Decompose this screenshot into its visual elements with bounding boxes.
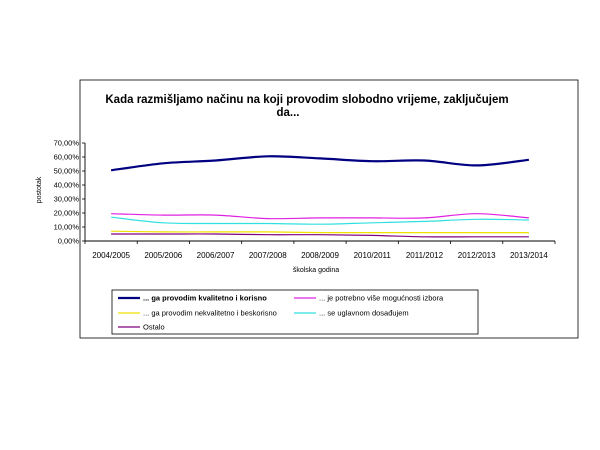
legend-label: ... ga provodim kvalitetno i korisno [143,293,267,303]
x-tick-label: 2007/2008 [248,251,287,260]
chart-title-line1: Kada razmišljamo načinu na koji provodim slobodno vrijeme, zaključujem [105,94,509,106]
x-tick-label: 2012/2013 [457,251,496,260]
y-axis-label: postotak [36,176,43,204]
x-axis-label: školska godina [292,267,340,274]
x-tick-label: 2004/2005 [92,251,131,260]
y-tick-label: 70,00% [53,138,79,148]
x-tick-label: 2013/2014 [509,251,548,260]
legend-label: ... je potrebno više mogućnosti izbora [319,293,444,303]
y-tick-label: 60,00% [53,152,79,162]
legend-label: ... ga provodim nekvalitetno i beskorisno [143,308,277,318]
legend-label: Ostalo [143,322,165,332]
y-tick-label: 30,00% [53,194,79,204]
y-tick-label: 40,00% [53,180,79,190]
y-tick-label: 20,00% [53,208,79,218]
chart-title-line2: da... [276,107,300,119]
x-tick-label: 2010/2011 [353,251,391,260]
x-tick-label: 2008/2009 [301,251,339,260]
x-tick-label: 2005/2006 [144,251,183,260]
x-tick-label: 2011/2012 [405,251,444,260]
x-tick-label: 2006/2007 [196,251,235,260]
y-tick-label: 50,00% [53,166,79,176]
y-tick-label: 0,00% [57,236,79,246]
legend-label: ... se uglavnom dosađujem [319,308,409,318]
y-tick-label: 10,00% [53,222,79,232]
